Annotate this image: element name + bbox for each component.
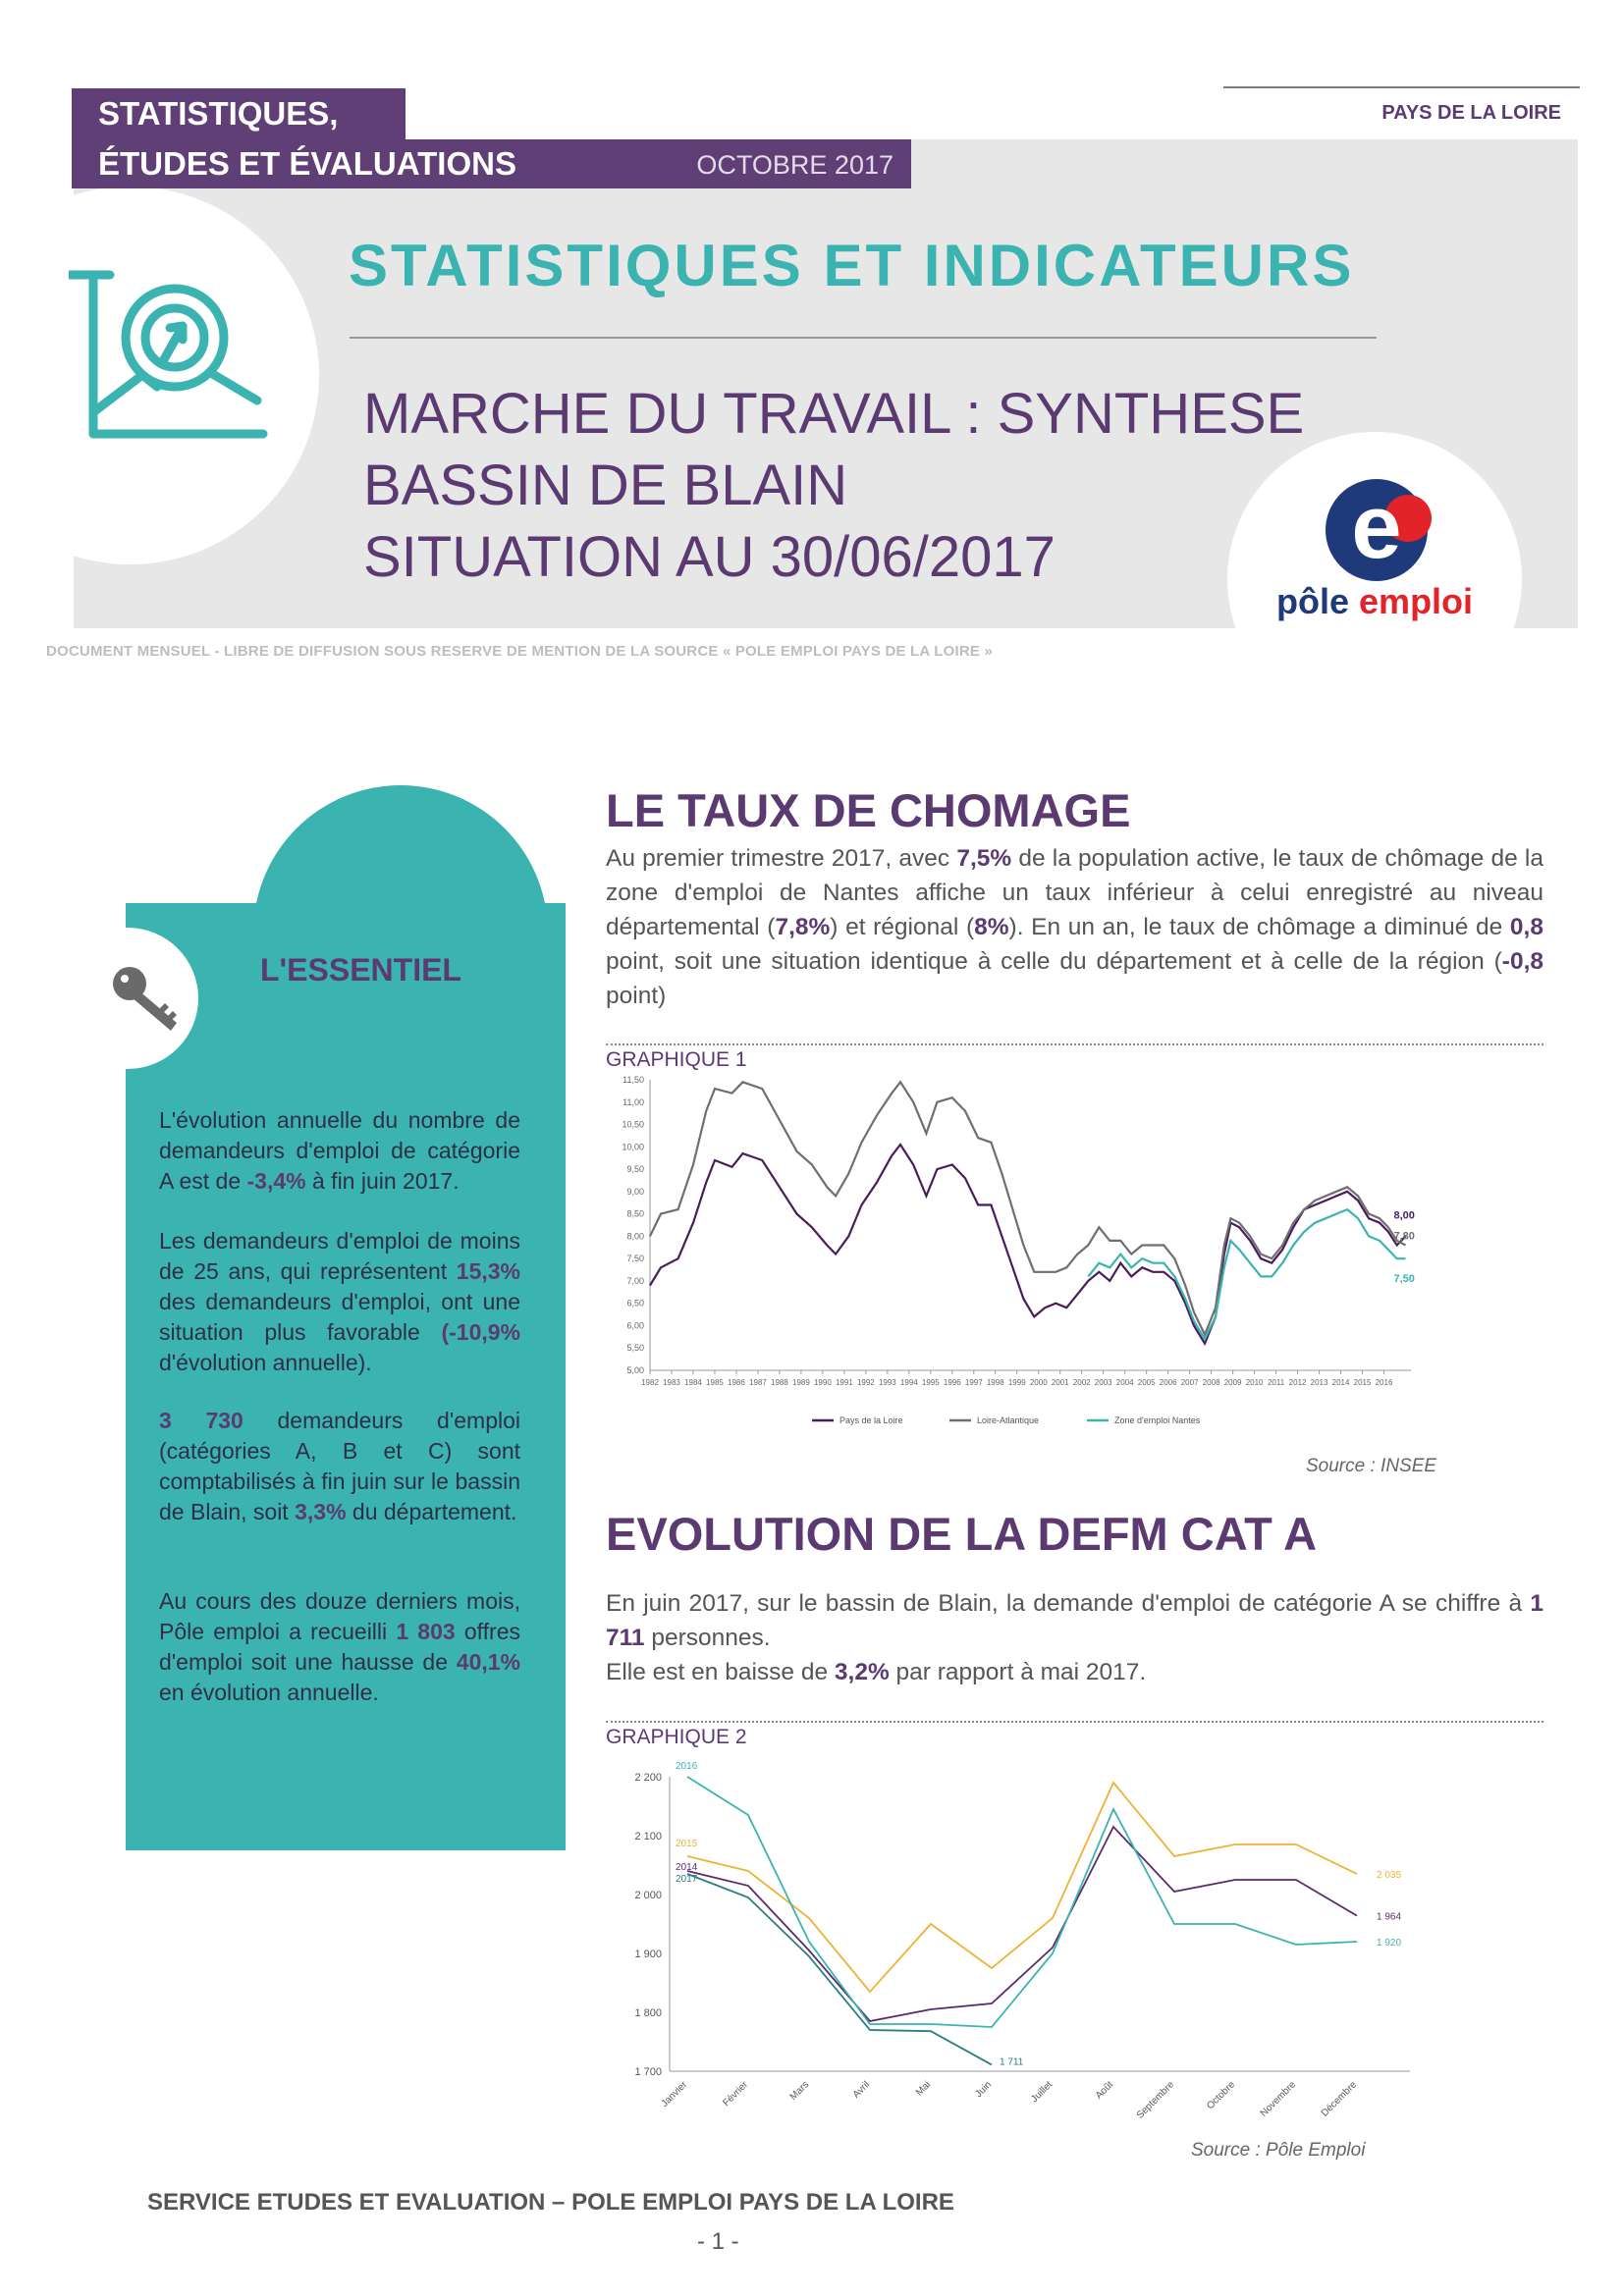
section2-paragraph-1 (606, 1586, 1543, 1655)
chart1-x-tick-label: 2007 (1180, 1378, 1199, 1387)
chart2-series-line (687, 1783, 1357, 1992)
chart1-y-tick-label: 7,50 (626, 1254, 644, 1264)
s2-text-3: Elle est en baisse de (606, 1659, 835, 1685)
chart2-end-label: 2 035 (1377, 1870, 1402, 1881)
chart2-y-tick-label: 1 800 (634, 2007, 662, 2019)
s1-text-3: ) et régional ( (830, 914, 975, 940)
logo-word-emploi: emploi (1359, 581, 1474, 621)
s1-text-6: point) (606, 983, 667, 1009)
s1-value-3: 8% (974, 914, 1009, 940)
chart1-y-tick-label: 8,00 (626, 1231, 644, 1242)
graph2-source: Source : Pôle Emploi (1191, 2140, 1366, 2161)
chart2-series-line (687, 1827, 1357, 2021)
chart1-x-tick-label: 2005 (1137, 1378, 1156, 1387)
statistics-magnifier-icon (69, 267, 275, 442)
chart2-x-tick-label: Décembre (1319, 2079, 1360, 2119)
chart1-end-label: 7,50 (1393, 1273, 1415, 1286)
s1-text-4: ). En un an, le taux de chômage a diminué de (1008, 914, 1510, 940)
chart1-legend-label: Pays de la Loire (839, 1415, 903, 1425)
chart1-x-tick-label: 2012 (1288, 1378, 1307, 1387)
essentiel-paragraph-1 (159, 1105, 520, 1197)
chart1-x-tick-label: 1987 (749, 1378, 767, 1387)
s2-value-2: 3,2% (834, 1659, 890, 1685)
ess-p3-end: du département. (346, 1499, 517, 1524)
chart1-end-label: 7,80 (1393, 1230, 1415, 1243)
graph1-label: GRAPHIQUE 1 (606, 1048, 747, 1071)
s1-value-1: 7,5% (956, 845, 1012, 872)
chart1-x-tick-label: 1996 (943, 1378, 961, 1387)
chart2-y-tick-label: 2 000 (634, 1890, 662, 1901)
chart2-x-tick-label: Janvier (659, 2079, 690, 2109)
chart-defm-cat-a (606, 1757, 1548, 2140)
chart2-x-tick-label: Avril (850, 2079, 873, 2101)
chart1-x-tick-label: 1982 (641, 1378, 659, 1387)
s1-text-2: de la population active, le taux de chômage de la zone d'emploi de Nantes affiche un taux inférieur à celui enregistré au niveau départemental ( (606, 845, 1543, 940)
chart1-y-tick-label: 11,00 (623, 1096, 644, 1107)
series-tag-line1: STATISTIQUES, (72, 88, 406, 139)
chart1-x-tick-label: 1994 (899, 1378, 918, 1387)
chart1-y-tick-label: 5,50 (626, 1343, 644, 1354)
chart1-x-tick-label: 2009 (1223, 1378, 1242, 1387)
chart1-x-tick-label: 1986 (728, 1378, 745, 1387)
essentiel-paragraph-3 (159, 1406, 520, 1527)
chart1-x-tick-label: 1999 (1007, 1378, 1026, 1387)
chart2-series-name: 2016 (676, 1761, 698, 1772)
series-tag-text: ÉTUDES ET ÉVALUATIONS (98, 145, 516, 182)
distribution-disclaimer: DOCUMENT MENSUEL - LIBRE DE DIFFUSION SOUS RESERVE DE MENTION DE LA SOURCE « POLE EMPLOI PAYS DE LA LOIRE » (46, 643, 994, 660)
s2-text-4: par rapport à mai 2017. (889, 1659, 1147, 1685)
chart1-y-tick-label: 8,50 (626, 1208, 644, 1219)
chart1-x-tick-label: 1990 (813, 1378, 832, 1387)
chart1-x-tick-label: 1991 (835, 1378, 853, 1387)
essentiel-title: L'ESSENTIEL (260, 952, 461, 988)
ess-p1-text: L'évolution annuelle du nombre de demandeurs d'emploi de catégorie A est de (159, 1107, 520, 1194)
section1-paragraph (606, 841, 1543, 1013)
chart1-y-tick-label: 11,50 (623, 1075, 644, 1085)
chart2-series-line (687, 1874, 992, 2064)
pole-emploi-wordmark (1276, 581, 1473, 622)
chart1-x-tick-label: 2011 (1267, 1378, 1285, 1387)
essentiel-paragraph-2 (159, 1226, 520, 1378)
s1-text-5: point, soit une situation identique à celle du département et à celle de la région ( (606, 948, 1502, 975)
ess-p4-value: 1 803 (396, 1619, 456, 1644)
issue-date: OCTOBRE 2017 (696, 150, 893, 180)
header-top-rule (1223, 86, 1580, 88)
chart1-x-tick-label: 2014 (1331, 1378, 1350, 1387)
chart1-x-tick-label: 2004 (1115, 1378, 1134, 1387)
chart2-y-tick-label: 1 900 (634, 1949, 662, 1960)
ess-p4-value2: 40,1% (456, 1649, 520, 1675)
chart2-x-tick-label: Novembre (1258, 2079, 1299, 2119)
section1-divider (606, 1043, 1543, 1045)
chart1-series-line (650, 1082, 1406, 1334)
chart1-x-tick-label: 1997 (964, 1378, 983, 1387)
chart2-x-tick-label: Mars (787, 2079, 812, 2103)
ess-p4-text: Au cours des douze derniers mois, Pôle emploi a recueilli (159, 1588, 520, 1644)
chart1-x-tick-label: 2002 (1072, 1378, 1091, 1387)
chart1-x-tick-label: 1989 (792, 1378, 810, 1387)
section-title-chomage: LE TAUX DE CHOMAGE (606, 784, 1131, 836)
page-number: - 1 - (697, 2228, 739, 2255)
chart2-y-tick-label: 1 700 (634, 2066, 662, 2078)
ess-p2-value: 15,3% (456, 1258, 520, 1284)
s2-text-1: En juin 2017, sur le bassin de Blain, la demande d'emploi de catégorie A se chiffre à (606, 1590, 1531, 1617)
section2-paragraph-2 (606, 1655, 1543, 1689)
footer-service: SERVICE ETUDES ET EVALUATION – POLE EMPLOI PAYS DE LA LOIRE (147, 2189, 954, 2216)
ess-p2-mid: des demandeurs d'emploi, ont une situation plus favorable (159, 1289, 520, 1345)
logo-letter: e (1351, 477, 1402, 577)
chart2-series-name: 2015 (676, 1839, 698, 1849)
main-title: STATISTIQUES ET INDICATEURS (349, 233, 1355, 298)
chart2-x-tick-label: Février (721, 2079, 751, 2109)
chart2-series-name: 2014 (676, 1862, 698, 1873)
chart2-y-tick-label: 2 200 (634, 1772, 662, 1784)
ess-p1-value: -3,4% (246, 1168, 306, 1194)
ess-p3-text: demandeurs d'emploi (catégories A, B et C) sont comptabilisés à fin juin sur le bassin de Blain, soit (159, 1408, 520, 1524)
key-icon (110, 964, 185, 1035)
chart2-y-tick-label: 2 100 (634, 1831, 662, 1842)
section-title-defm: EVOLUTION DE LA DEFM CAT A (606, 1508, 1318, 1560)
chart1-x-tick-label: 1983 (663, 1378, 680, 1387)
graph1-source: Source : INSEE (1306, 1456, 1437, 1476)
chart2-x-tick-label: Septembre (1134, 2079, 1177, 2121)
logo-word-pole: pôle (1276, 581, 1350, 621)
chart2-x-tick-label: Octobre (1205, 2079, 1238, 2112)
chart1-x-tick-label: 2001 (1051, 1378, 1069, 1387)
chart2-end-label: 1 711 (1000, 2056, 1024, 2068)
chart1-x-tick-label: 2016 (1375, 1378, 1393, 1387)
chart1-x-tick-label: 1984 (684, 1378, 702, 1387)
subtitle-line-3: SITUATION AU 30/06/2017 (363, 525, 1056, 589)
pole-emploi-logo-mark (1326, 475, 1439, 585)
chart1-x-tick-label: 1985 (706, 1378, 724, 1387)
section2-divider (606, 1721, 1543, 1723)
chart1-x-tick-label: 2008 (1202, 1378, 1220, 1387)
ess-p2-end: d'évolution annuelle). (159, 1350, 372, 1375)
ess-p2-value2: (-10,9% (441, 1319, 520, 1345)
s1-value-2: 7,8% (775, 914, 831, 940)
chart1-end-label: 8,00 (1393, 1209, 1415, 1222)
chart2-x-tick-label: Mai (913, 2079, 934, 2099)
chart1-x-tick-label: 2006 (1159, 1378, 1177, 1387)
chart1-x-tick-label: 1993 (878, 1378, 896, 1387)
chart2-end-label: 1 920 (1377, 1938, 1402, 1949)
s1-text-1: Au premier trimestre 2017, avec (606, 845, 957, 872)
chart2-x-tick-label: Juin (973, 2079, 995, 2101)
graph2-label: GRAPHIQUE 2 (606, 1726, 747, 1748)
chart1-y-tick-label: 5,00 (626, 1365, 644, 1375)
chart1-x-tick-label: 2000 (1029, 1378, 1048, 1387)
s2-text-2: personnes. (644, 1625, 771, 1651)
chart1-x-tick-label: 1998 (986, 1378, 1004, 1387)
ess-p2-text: Les demandeurs d'emploi de moins de 25 ans, qui représentent (159, 1228, 520, 1284)
s1-value-4: 0,8 (1509, 914, 1543, 940)
chart1-legend-label: Zone d'emploi Nantes (1114, 1415, 1201, 1425)
chart1-x-tick-label: 2010 (1245, 1378, 1264, 1387)
chart1-y-tick-label: 10,00 (622, 1142, 644, 1152)
chart2-x-tick-label: Août (1093, 2079, 1116, 2102)
chart1-y-tick-label: 6,00 (626, 1320, 644, 1331)
ess-p3-value: 3 730 (159, 1408, 244, 1433)
chart1-x-tick-label: 1995 (921, 1378, 940, 1387)
chart1-x-tick-label: 2013 (1310, 1378, 1328, 1387)
chart1-y-tick-label: 9,50 (626, 1164, 644, 1175)
s2-value-1: 1 711 (606, 1590, 1543, 1651)
chart1-x-tick-label: 2015 (1353, 1378, 1372, 1387)
s1-value-5: -0,8 (1501, 948, 1543, 975)
chart2-end-label: 1 964 (1377, 1911, 1402, 1923)
chart1-y-tick-label: 9,00 (626, 1186, 644, 1197)
chart1-x-tick-label: 1992 (856, 1378, 875, 1387)
chart1-x-tick-label: 1988 (771, 1378, 788, 1387)
subtitle-line-2: BASSIN DE BLAIN (363, 454, 848, 517)
essentiel-paragraph-4 (159, 1586, 520, 1708)
chart1-legend-label: Loire-Atlantique (977, 1415, 1040, 1425)
chart2-series-name: 2017 (676, 1874, 698, 1885)
chart-unemployment-rate (606, 1070, 1548, 1443)
region-label: PAYS DE LA LOIRE (1381, 102, 1561, 124)
series-tag-line2 (72, 139, 911, 188)
ess-p3-value2: 3,3% (295, 1499, 347, 1524)
chart1-y-tick-label: 10,50 (622, 1119, 644, 1130)
subtitle-line-1: MARCHE DU TRAVAIL : SYNTHESE (363, 382, 1305, 446)
chart1-y-tick-label: 6,50 (626, 1298, 644, 1308)
chart2-x-tick-label: Juillet (1029, 2079, 1056, 2106)
chart1-y-tick-label: 7,00 (626, 1275, 644, 1286)
ess-p4-end: en évolution annuelle. (159, 1680, 379, 1705)
chart1-series-line (650, 1145, 1406, 1344)
ess-p4-mid: offres d'emploi soit une hausse de (159, 1619, 520, 1675)
title-rule (350, 337, 1377, 339)
ess-p1-end: à fin juin 2017. (305, 1168, 460, 1194)
chart1-x-tick-label: 2003 (1094, 1378, 1112, 1387)
